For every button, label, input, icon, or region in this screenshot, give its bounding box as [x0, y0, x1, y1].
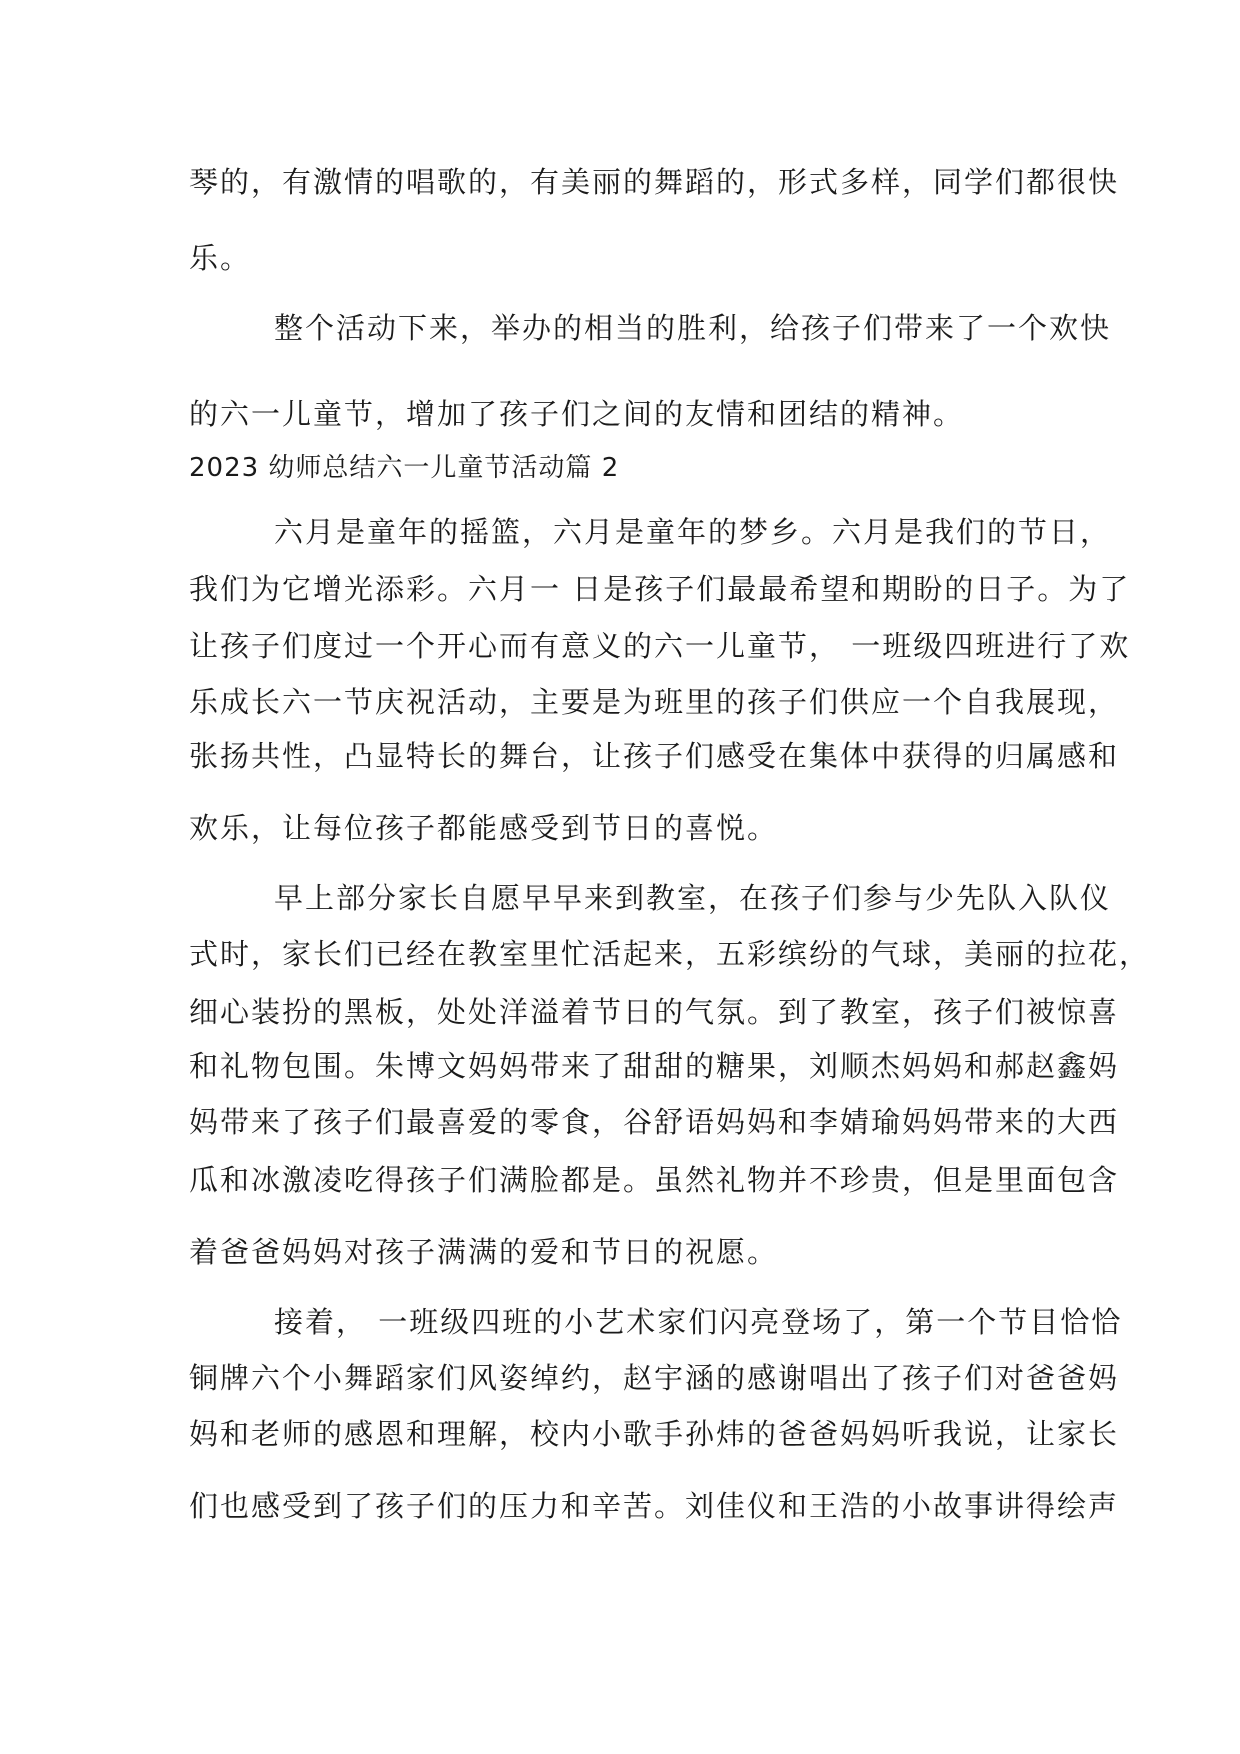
paragraph-line: 张扬共性，凸显特长的舞台，让孩子们感受在集体中获得的归属感和 [189, 739, 1120, 773]
paragraph-line: 接着， 一班级四班的小艺术家们闪亮登场了，第一个节目恰恰 [274, 1305, 1123, 1339]
paragraph-line: 琴的，有激情的唱歌的，有美丽的舞蹈的，形式多样，同学们都很快 [189, 165, 1120, 199]
paragraph-line: 的六一儿童节，增加了孩子们之间的友情和团结的精神。 [189, 397, 965, 431]
paragraph-line: 瓜和冰激凌吃得孩子们满脸都是。虽然礼物并不珍贵，但是里面包含 [189, 1163, 1120, 1197]
paragraph-line: 我们为它增光添彩。六月一 日是孩子们最最希望和期盼的日子。为了 [189, 572, 1131, 606]
paragraph-line: 让孩子们度过一个开心而有意义的六一儿童节， 一班级四班进行了欢 [189, 629, 1131, 663]
paragraph-line: 欢乐，让每位孩子都能感受到节日的喜悦。 [189, 811, 779, 845]
section-heading: 2023 幼师总结六一儿童节活动篇 2 [189, 453, 620, 483]
paragraph-line: 式时，家长们已经在教室里忙活起来，五彩缤纷的气球，美丽的拉花， [189, 937, 1151, 971]
paragraph-line: 乐。 [189, 241, 252, 275]
paragraph-line: 六月是童年的摇篮，六月是童年的梦乡。六月是我们的节日， [274, 515, 1112, 549]
paragraph-line: 整个活动下来，举办的相当的胜利，给孩子们带来了一个欢快 [274, 311, 1112, 345]
paragraph-line: 和礼物包围。朱博文妈妈带来了甜甜的糖果，刘顺杰妈妈和郝赵鑫妈 [189, 1049, 1120, 1083]
paragraph-line: 妈带来了孩子们最喜爱的零食，谷舒语妈妈和李婧瑜妈妈带来的大西 [189, 1105, 1120, 1139]
paragraph-line: 着爸爸妈妈对孩子满满的爱和节日的祝愿。 [189, 1235, 779, 1269]
paragraph-line: 细心装扮的黑板，处处洋溢着节日的气氛。到了教室，孩子们被惊喜 [189, 995, 1120, 1029]
paragraph-line: 妈和老师的感恩和理解，校内小歌手孙炜的爸爸妈妈听我说，让家长 [189, 1417, 1120, 1451]
paragraph-line: 早上部分家长自愿早早来到教室，在孩子们参与少先队入队仪 [274, 881, 1112, 915]
paragraph-line: 乐成长六一节庆祝活动，主要是为班里的孩子们供应一个自我展现， [189, 685, 1120, 719]
paragraph-line: 铜牌六个小舞蹈家们风姿绰约，赵宇涵的感谢唱出了孩子们对爸爸妈 [189, 1361, 1120, 1395]
paragraph-line: 们也感受到了孩子们的压力和辛苦。刘佳仪和王浩的小故事讲得绘声 [189, 1489, 1120, 1523]
